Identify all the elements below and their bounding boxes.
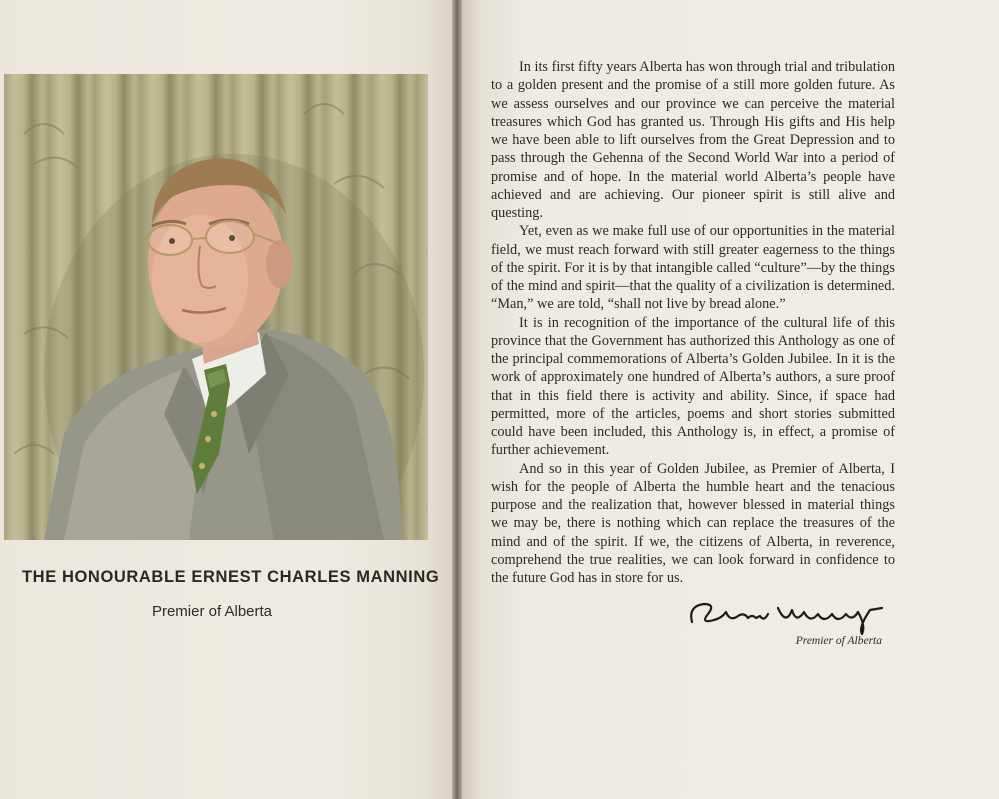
paragraph: In its first fifty years Alberta has won through trial and tribulation to a golden present and the promise of a still more golden future. As we assess ourselves and our province we can perceive the material treasures which God has granted us. Through His gifts and His help we have been able to lift ourselves from the Great Depression and to pass through the Gehenna of the Second World War into a period of promise and of hope. In the material world Alberta’s people have achieved and are achieving. Our pioneer spirit is still alive and questing. — [491, 59, 896, 221]
portrait-caption-subtitle: Premier of Alberta — [151, 603, 273, 620]
book-gutter — [452, 0, 462, 799]
paragraph: And so in this year of Golden Jubilee, as Premier of Alberta, I wish for the people of Alberta the humble heart and the tenacious purpose and the realization that, however blessed in material things we may be, there is nothing which can replace the treasures of the mind and of the spirit. If we, the citizens of Alberta, in reverence, comprehend the true realities, we can look forward in confidence to the future God has in store for us. — [491, 460, 895, 586]
signature-drawing — [686, 596, 886, 636]
portrait-illustration — [4, 74, 428, 540]
foreword-text — [491, 58, 895, 587]
paragraph: It is in recognition of the importance of the cultural life of this province that the Government has authorized this Anthology as one of the principal commemorations of Alberta’s Golden Jubilee. In it is the work of approximately one hundred of Alberta’s authors, a sure proof that in this field there is activity and ability. Since, if space had permitted, more of the articles, poems and short stories submitted could have been included, this Anthology is, in effect, a promise of further achievement. — [491, 314, 895, 459]
signature — [686, 596, 886, 636]
portrait-caption-title: THE HONOURABLE ERNEST CHARLES MANNING — [22, 568, 440, 586]
portrait-photo — [4, 74, 428, 540]
paragraph: Yet, even as we make full use of our opportunities in the material field, we must reach forward with still greater eagerness to the things of the spirit. For it is by that intangible called “culture”—by the things of the mind and spirit—that the quality of a civilization is determined. “Man,” we are told, “shall not live by bread alone.” — [491, 223, 895, 313]
signature-caption: Premier of Alberta — [795, 635, 882, 647]
